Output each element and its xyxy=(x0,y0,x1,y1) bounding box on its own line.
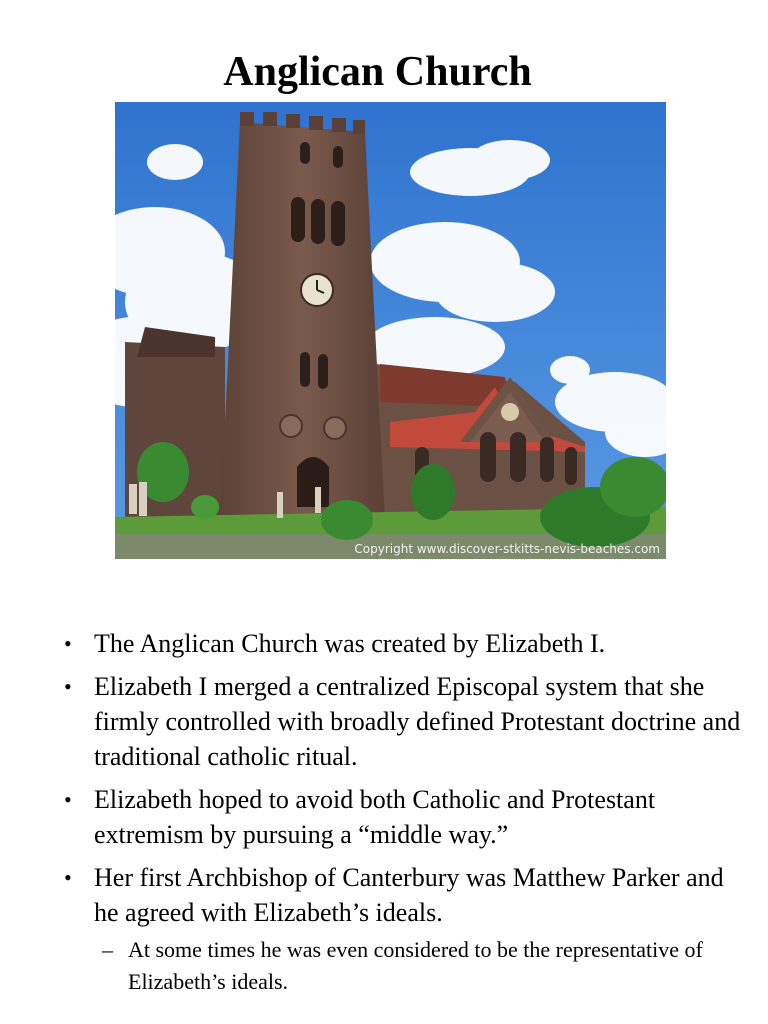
church-illustration xyxy=(115,102,666,559)
sub-bullet-marker: – xyxy=(102,937,113,962)
bullet-marker: • xyxy=(64,674,72,699)
bullet-item xyxy=(58,626,748,661)
bullet-text: Her first Archbishop of Canterbury was Matthew Parker and he agreed with Elizabeth’s ideals. xyxy=(94,863,724,927)
bullet-text: Elizabeth I merged a centralized Episcopal system that she firmly controlled with broadly defined Protestant doctrine and traditional catholic ritual. xyxy=(94,672,741,771)
main-door xyxy=(297,457,329,507)
slide-title: Anglican Church xyxy=(223,49,532,95)
image-caption: Copyright www.discover-stkitts-nevis-beaches.com xyxy=(354,542,660,556)
bullet-list xyxy=(58,626,748,998)
bullet-item xyxy=(58,782,748,852)
sub-bullet-text: At some times he was even considered to be the representative of Elizabeth’s ideals. xyxy=(128,937,703,994)
bullet-marker: • xyxy=(64,631,72,656)
bullet-marker: • xyxy=(64,865,72,890)
bullet-item xyxy=(58,860,748,930)
bullet-text: Elizabeth hoped to avoid both Catholic and Protestant extremism by pursuing a “middle way.” xyxy=(94,785,656,849)
sub-bullet-item xyxy=(58,934,748,998)
bullet-marker: • xyxy=(64,787,72,812)
bullet-item xyxy=(58,669,748,774)
bullet-text: The Anglican Church was created by Elizabeth I. xyxy=(94,629,606,658)
church-photo xyxy=(115,102,666,559)
